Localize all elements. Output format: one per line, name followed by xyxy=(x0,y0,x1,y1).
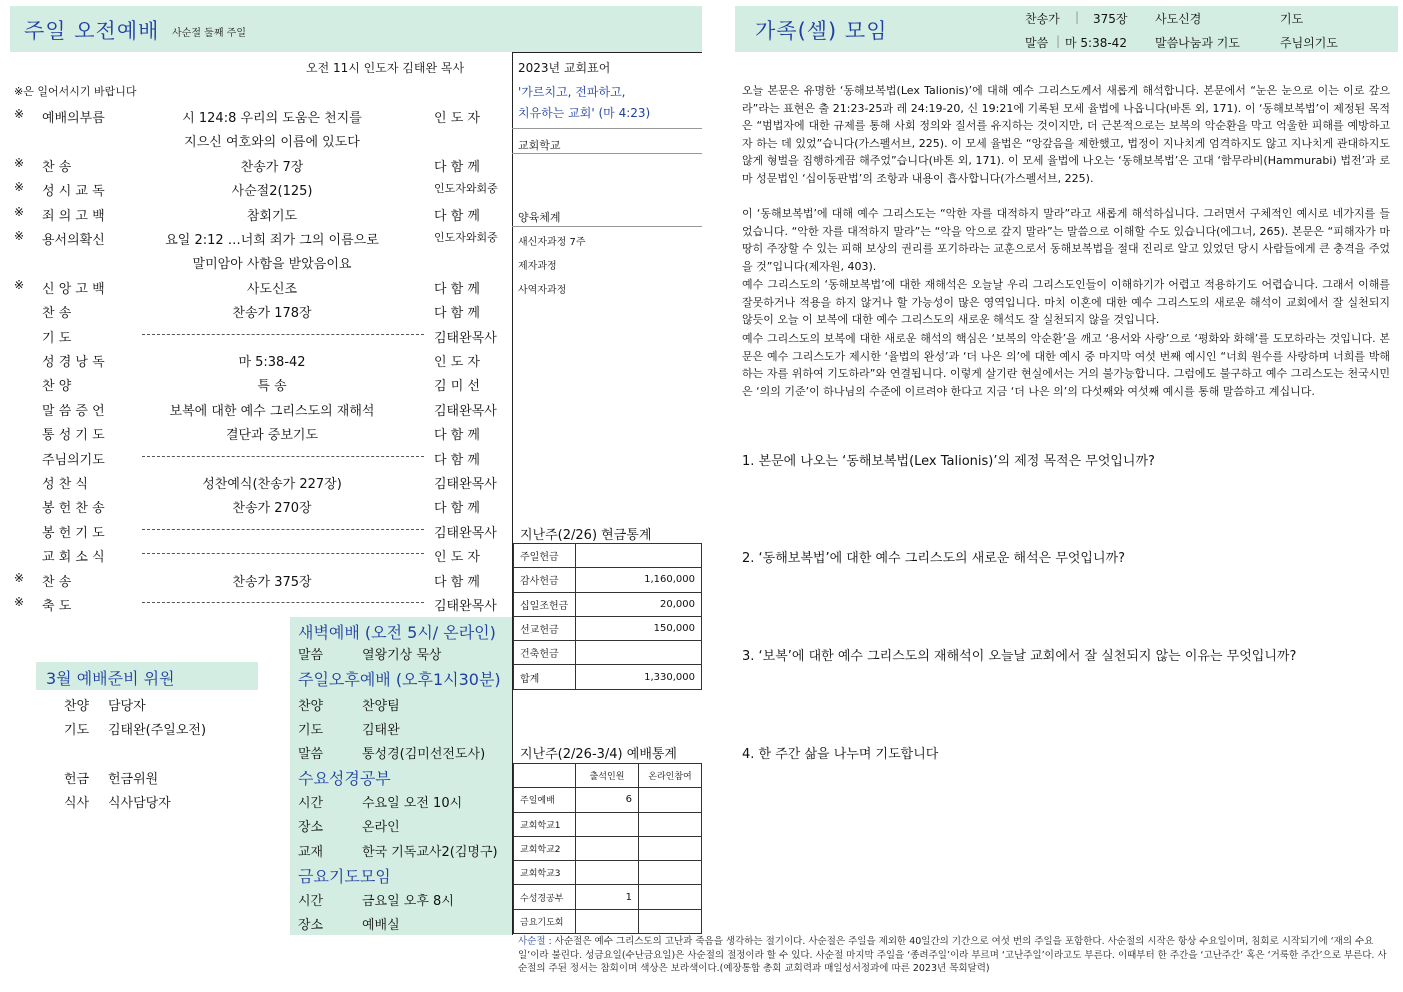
prayer-label: 기도 xyxy=(298,723,324,738)
worship-item-name: 죄 의 고 백 xyxy=(42,208,105,224)
attendance-label: 교회학교3 xyxy=(514,861,576,885)
worship-item-name: 찬 송 xyxy=(42,159,72,175)
worship-row xyxy=(12,543,510,567)
worship-item-leader: 다 함 께 xyxy=(434,501,480,517)
worship-item-leader: 인 도 자 xyxy=(434,111,480,126)
worship-row xyxy=(12,494,510,518)
meta-sep: | xyxy=(1075,10,1080,24)
worship-row xyxy=(12,446,510,470)
attendance-row xyxy=(514,836,702,860)
worship-row xyxy=(12,397,510,421)
stand-note: ※은 일어서시기 바랍니다 xyxy=(14,85,137,98)
attendance-online xyxy=(639,836,702,860)
worship-row xyxy=(12,470,510,494)
prayer-value: 김태완 xyxy=(362,723,400,738)
attendance-count xyxy=(576,861,639,885)
worship-subtitle: 사순절 둘째 주일 xyxy=(172,28,246,39)
wed-text-label: 교재 xyxy=(298,845,324,860)
wed-time-value: 수요일 오전 10시 xyxy=(362,796,463,811)
worship-row xyxy=(12,324,510,348)
word-label: 말씀 xyxy=(1025,36,1049,50)
course-3: 사역자과정 xyxy=(518,285,567,296)
worship-item-content: 요일 2:12 …너희 죄가 그의 이름으로 xyxy=(165,233,379,248)
stand-mark: ※ xyxy=(14,107,25,121)
worship-item-name: 찬 송 xyxy=(42,306,72,322)
creed-label: 사도신경 xyxy=(1155,12,1202,26)
committee-role: 기도 xyxy=(64,723,90,738)
worship-item-leader: 김태완목사 xyxy=(434,477,497,492)
dashed-leader-line xyxy=(142,529,424,530)
worship-item-name: 찬 송 xyxy=(42,574,72,590)
worship-item-content: 사도신조 xyxy=(246,281,298,297)
worship-item-name: 성 경 낭 독 xyxy=(42,355,105,370)
worship-item-content: 사순절2(125) xyxy=(231,184,313,200)
attendance-label: 교회학교2 xyxy=(514,836,576,860)
sermon-paragraph-3: 예수 그리스도의 ‘동해보복법’에 대한 재해석은 오늘날 우리 그리스도인들이 이해하기가 어렵고 적용하기도 어렵습니다. 그래서 이해를 잘못하거나 적용을 하지 않거나 할 가능성이 많은 영역입니다. 마치 이혼에 대한 예수 그리스도의 새로운 해석이 교회에서 잘 실천되지 않듯이 오늘 이 보복에 대한 예수 그리스도의 새로운 해석도 잘 실천되지 않을 것입니다. xyxy=(742,278,1390,326)
course-1: 새신자과정 7주 xyxy=(518,237,586,248)
attendance-online xyxy=(639,861,702,885)
worship-item-leader: 김태완목사 xyxy=(434,330,497,346)
worship-item-content: 찬송가 178장 xyxy=(232,306,312,322)
prayer-label: 기도 xyxy=(1280,12,1304,26)
committee-role: 찬양 xyxy=(64,699,90,714)
offering-row xyxy=(514,592,702,616)
worship-row xyxy=(12,202,510,226)
attendance-header-row xyxy=(514,764,702,788)
offering-amount: 20,000 xyxy=(576,592,702,616)
footnote-text: 사순절은 예수 그리스도의 고난과 죽음을 생각하는 절기이다. 사순절은 주일을 제외한 40일간의 기간으로 여섯 번의 주일을 포함한다. 사순절의 시작은 항상 수요일이며, 침회로 시작되기에 ‘재의 수요일’이라 불린다. 성금요일(수난금요일)은 사순절의 절정이라 할 수 있다. 사순절 마지막 주일을 ‘종려주일’이라 부르며 ‘고난주일’이라고도 부른다. 이때부터 한 주간을 ‘고난주간’ 혹은 ‘거룩한 주간’으로 부른다. 사순절의 주된 정서는 참회이며 색상은 보라색이다.(예장통합 총회 교회력과 매일성서정과에 따른 2023년 목회달력) xyxy=(518,936,1387,974)
dawn-title: 새벽예배 (오전 5시/ 온라인) xyxy=(298,623,496,642)
wed-text-value: 한국 기독교사2(김명구) xyxy=(362,845,498,860)
stand-mark: ※ xyxy=(14,180,25,195)
wed-place-label: 장소 xyxy=(298,820,324,835)
worship-row xyxy=(12,177,510,201)
stand-mark: ※ xyxy=(14,277,25,292)
worship-item-content: 찬송가 375장 xyxy=(232,574,312,590)
committee-role: 식사 xyxy=(64,796,90,811)
attendance-row xyxy=(514,812,702,836)
meta-sep: | xyxy=(1056,34,1061,48)
worship-title: 주일 오전예배 xyxy=(24,19,160,43)
worship-item-leader: 김태완목사 xyxy=(434,599,497,614)
sermon-paragraph-1: 오늘 본문은 유명한 ‘동해보복법(Lex Talionis)’에 대해 예수 그리스도께서 새롭게 해석합니다. 본문에서 “눈은 눈으로 이는 이로 갚으라”라는 표현은 출 21:23-25과 레 24:19-20, 신 19:21에 기록된 모세 율법에 나옵니다(바톤 외, 171). 이 ‘동해보복법’이 제정된 목적은 “범법자에 대한 규제를 통해 사회 정의와 질서를 유지하는 것이지만, 더 근본적으로는 보복의 악순환을 막고 억울한 피해를 예방하고자 하는 데 있었”습니다(가스펠서브, 225). 이 모세 율법은 “앙갚음을 제한했고, 법정이 지나치게 엄격하지도 않고 지나치게 관대하지도 않게 형벌을 집행하게끔 해주었”습니다(바톤 외, 171). 이 모세 율법에 나오는 ‘동해보복법’은 고대 ‘함무라비(Hammurabi) 법전’과 로마 성문법인 ‘십이동판법’의 조항과 내용이 흡사합니다(가스펠서브, 225). xyxy=(742,84,1390,185)
wed-time-label: 시간 xyxy=(298,796,324,811)
worship-item-leader: 인도자와회중 xyxy=(434,182,498,196)
system-label: 양육체계 xyxy=(518,211,561,224)
worship-row xyxy=(12,519,510,543)
motto-year: 2023년 교회표어 xyxy=(518,61,611,75)
worship-item-name: 예배의부름 xyxy=(42,111,105,126)
word-label: 말씀 xyxy=(298,747,324,762)
afternoon-title: 주일오후예배 (오후1시30분) xyxy=(298,670,501,689)
school-label: 교회학교 xyxy=(518,139,561,152)
worship-item-content: 찬송가 270장 xyxy=(232,501,312,517)
worship-item-name: 성 시 교 독 xyxy=(42,184,105,200)
dawn-word-value: 열왕기상 묵상 xyxy=(362,648,442,663)
worship-item-content: 결단과 중보기도 xyxy=(225,428,319,444)
motto-line2: 치유하는 교회' (마 4:23) xyxy=(518,106,651,120)
worship-row xyxy=(12,128,510,152)
offering-table xyxy=(513,543,702,690)
worship-item-leader: 다 함 께 xyxy=(434,306,480,322)
sidebar-rule xyxy=(512,128,702,129)
offering-amount: 150,000 xyxy=(576,616,702,640)
cell-header xyxy=(735,6,1398,52)
worship-item-content: 시 124:8 우리의 도움은 천지를 xyxy=(182,111,362,126)
course-2: 제자과정 xyxy=(518,261,557,272)
sidebar-rule xyxy=(512,226,702,227)
worship-item-leader: 다 함 께 xyxy=(434,281,480,297)
worship-item-leader: 김태완목사 xyxy=(434,403,497,419)
sidebar-rule xyxy=(512,153,702,154)
stand-mark: ※ xyxy=(14,204,25,219)
worship-item-name: 신 앙 고 백 xyxy=(42,281,105,297)
committee-role: 헌금 xyxy=(64,772,90,787)
worship-item-name: 용서의확신 xyxy=(42,233,105,248)
worship-item-name: 통 성 기 도 xyxy=(42,428,105,444)
worship-item-name: 찬 양 xyxy=(42,379,72,395)
offering-amount xyxy=(576,544,702,568)
praise-label: 찬양 xyxy=(298,699,324,714)
attendance-online xyxy=(639,788,702,812)
attendance-table xyxy=(513,763,702,934)
worship-item-name: 성 찬 식 xyxy=(42,477,88,492)
share-label: 말씀나눔과 기도 xyxy=(1155,36,1240,50)
worship-item-name: 교 회 소 식 xyxy=(42,550,105,566)
committee-person: 식사담당자 xyxy=(108,796,171,811)
worship-item-content: 지으신 여호와의 이름에 있도다 xyxy=(184,135,360,151)
attendance-count: 6 xyxy=(576,788,639,812)
fri-place-value: 예배실 xyxy=(362,918,400,933)
attendance-label: 주일예배 xyxy=(514,788,576,812)
attendance-online xyxy=(639,885,702,909)
worship-row xyxy=(12,421,510,445)
offering-title: 지난주(2/26) 현금통계 xyxy=(520,528,652,543)
offering-label: 십일조헌금 xyxy=(514,592,576,616)
worship-row xyxy=(12,250,510,274)
praise-value: 찬양팀 xyxy=(362,699,400,714)
worship-item-name: 봉 헌 찬 송 xyxy=(42,501,105,517)
worship-item-content: 찬송가 7장 xyxy=(240,159,304,175)
dashed-leader-line xyxy=(142,456,424,457)
worship-item-leader: 인 도 자 xyxy=(434,355,480,370)
worship-item-content: 특 송 xyxy=(257,379,287,395)
attendance-count xyxy=(576,836,639,860)
worship-item-content: 마 5:38-42 xyxy=(238,355,306,370)
worship-item-content: 말미암아 사함을 받았음이요 xyxy=(192,257,352,273)
worship-row xyxy=(12,226,510,250)
attendance-label: 수성경공부 xyxy=(514,885,576,909)
hymn-value: 375장 xyxy=(1093,12,1128,26)
stand-mark: ※ xyxy=(14,155,25,170)
worship-item-leader: 김태완목사 xyxy=(434,525,497,541)
fri-place-label: 장소 xyxy=(298,918,324,933)
worship-row xyxy=(12,153,510,177)
worship-item-name: 주님의기도 xyxy=(42,452,105,468)
attendance-count xyxy=(576,812,639,836)
worship-row xyxy=(12,275,510,299)
question-1: 1. 본문에 나오는 ‘동해보복법(Lex Talionis)’의 제정 목적은 무엇입니까? xyxy=(742,454,1155,469)
footnote-label: 사순절 : xyxy=(518,936,552,947)
stand-mark: ※ xyxy=(14,570,25,585)
committee-title: 3월 예배준비 위원 xyxy=(46,669,175,688)
dashed-leader-line xyxy=(142,602,424,603)
question-3: 3. ‘보복’에 대한 예수 그리스도의 재해석이 오늘날 교회에서 잘 실천되지 않는 이유는 무엇입니까? xyxy=(742,649,1297,664)
worship-item-leader: 다 함 께 xyxy=(434,208,480,224)
dashed-leader-line xyxy=(142,334,424,335)
fri-time-value: 금요일 오후 8시 xyxy=(362,894,454,909)
word-value: 마 5:38-42 xyxy=(1065,36,1127,50)
offering-row xyxy=(514,616,702,640)
attendance-label: 금요기도회 xyxy=(514,909,576,933)
worship-item-name: 기 도 xyxy=(42,330,72,346)
stand-mark: ※ xyxy=(14,595,25,609)
offering-label: 건축헌금 xyxy=(514,641,576,665)
worship-item-name: 축 도 xyxy=(42,599,72,614)
sermon-paragraph-4: 예수 그리스도의 보복에 대한 새로운 해석의 핵심은 ‘보복의 악순환’을 깨고 ‘용서와 사랑’으로 ‘평화와 화해’를 도모하라는 것입니다. 본문은 예수 그리스도가 제시한 ‘율법의 완성’과 ‘더 나은 의’에 대한 예시 중 마지막 여섯 번째 예시인 “너희 원수를 사랑하며 너희를 박해하는 자를 위하여 기도하라”와 연결됩니다. 이렇게 살기란 현실에서는 거의 불가능합니다. 그럼에도 불구하고 예수 그리스도는 천국시민은 ‘의의 기준’이 하나님의 수준에 이르려야 한다고 지금 ‘더 나은 의’의 다섯째와 여섯째 예시를 통해 말씀하고 계십니다. xyxy=(742,332,1390,398)
dashed-leader-line xyxy=(142,553,424,554)
worship-row xyxy=(12,104,510,128)
attendance-online xyxy=(639,812,702,836)
offering-row xyxy=(514,665,702,689)
worship-item-content: 참회기도 xyxy=(246,208,298,224)
worship-item-leader: 다 함 께 xyxy=(434,428,480,444)
worship-row xyxy=(12,299,510,323)
offering-amount xyxy=(576,641,702,665)
committee-person: 김태완(주일오전) xyxy=(108,723,207,738)
worship-row xyxy=(12,348,510,372)
divider-top xyxy=(512,52,702,53)
motto-line1: '가르치고, 전파하고, xyxy=(518,85,626,99)
worship-row xyxy=(12,592,510,616)
attendance-title: 지난주(2/26-3/4) 예배통계 xyxy=(520,747,677,762)
attendance-header xyxy=(514,764,576,788)
attendance-row xyxy=(514,885,702,909)
question-4: 4. 한 주간 삶을 나누며 기도합니다 xyxy=(742,747,939,762)
offering-row xyxy=(514,544,702,568)
offering-amount: 1,160,000 xyxy=(576,568,702,592)
worship-item-leader: 김 미 선 xyxy=(434,379,480,395)
fri-time-label: 시간 xyxy=(298,894,324,909)
service-time-leader: 오전 11시 인도자 김태완 목사 xyxy=(306,61,465,75)
attendance-row xyxy=(514,788,702,812)
wed-place-value: 온라인 xyxy=(362,820,400,835)
stand-mark: ※ xyxy=(14,229,25,243)
offering-label: 선교헌금 xyxy=(514,616,576,640)
worship-item-name: 봉 헌 기 도 xyxy=(42,525,105,541)
sermon-paragraph-2: 이 ‘동해보복법’에 대해 예수 그리스도는 “악한 자를 대적하지 말라”라고 새롭게 해석하십니다. 그러면서 구체적인 예시로 네가지를 들었습니다. “악한 자를 대적하지 말라”는 “악을 악으로 갚지 말라”는 말씀으로 이해할 수도 있습니다(에그너, 265). 본문은 “피해자가 마땅히 주장할 수 있는 피해 보상의 권리를 포기하라는 교훈으로서 동해보복법을 절대 진리로 알고 있었던 당시 사람들에게 큰 충격을 주었을 것”입니다(제자원, 403). xyxy=(742,207,1390,273)
wed-title: 수요성경공부 xyxy=(298,769,391,788)
worship-item-leader: 다 함 께 xyxy=(434,159,480,175)
fri-title: 금요기도모임 xyxy=(298,867,391,886)
offering-amount: 1,330,000 xyxy=(576,665,702,689)
worship-item-name: 말 씀 증 언 xyxy=(42,403,105,419)
attendance-row xyxy=(514,909,702,933)
question-2: 2. ‘동해보복법’에 대한 예수 그리스도의 새로운 해석은 무엇입니까? xyxy=(742,551,1126,566)
attendance-label: 교회학교1 xyxy=(514,812,576,836)
worship-item-leader: 인도자와회중 xyxy=(434,231,498,244)
worship-item-content: 성찬예식(찬송가 227장) xyxy=(202,477,342,492)
committee-person: 담당자 xyxy=(108,699,146,714)
worship-row xyxy=(12,372,510,396)
dawn-word-label: 말씀 xyxy=(298,648,324,663)
worship-item-leader: 다 함 께 xyxy=(434,574,480,590)
attendance-online xyxy=(639,909,702,933)
word-value: 통성경(김미선전도사) xyxy=(362,747,486,762)
lent-footnote xyxy=(518,935,1394,976)
attendance-header: 출석인원 xyxy=(576,764,639,788)
worship-header xyxy=(10,6,702,52)
worship-item-leader: 인 도 자 xyxy=(434,550,480,566)
offering-row xyxy=(514,641,702,665)
attendance-row xyxy=(514,861,702,885)
worship-row xyxy=(12,568,510,592)
attendance-header: 온라인참여 xyxy=(639,764,702,788)
committee-person: 헌금위원 xyxy=(108,772,159,787)
offering-label: 감사헌금 xyxy=(514,568,576,592)
hymn-label: 찬송가 xyxy=(1025,12,1060,26)
cell-title: 가족(셀) 모임 xyxy=(755,19,888,43)
worship-item-leader: 다 함 께 xyxy=(434,452,480,468)
offering-label: 합계 xyxy=(514,665,576,689)
worship-item-content: 보복에 대한 예수 그리스도의 재해석 xyxy=(169,403,375,419)
attendance-count xyxy=(576,909,639,933)
offering-label: 주일헌금 xyxy=(514,544,576,568)
offering-row xyxy=(514,568,702,592)
lords-prayer-label: 주님의기도 xyxy=(1280,36,1338,50)
attendance-count: 1 xyxy=(576,885,639,909)
